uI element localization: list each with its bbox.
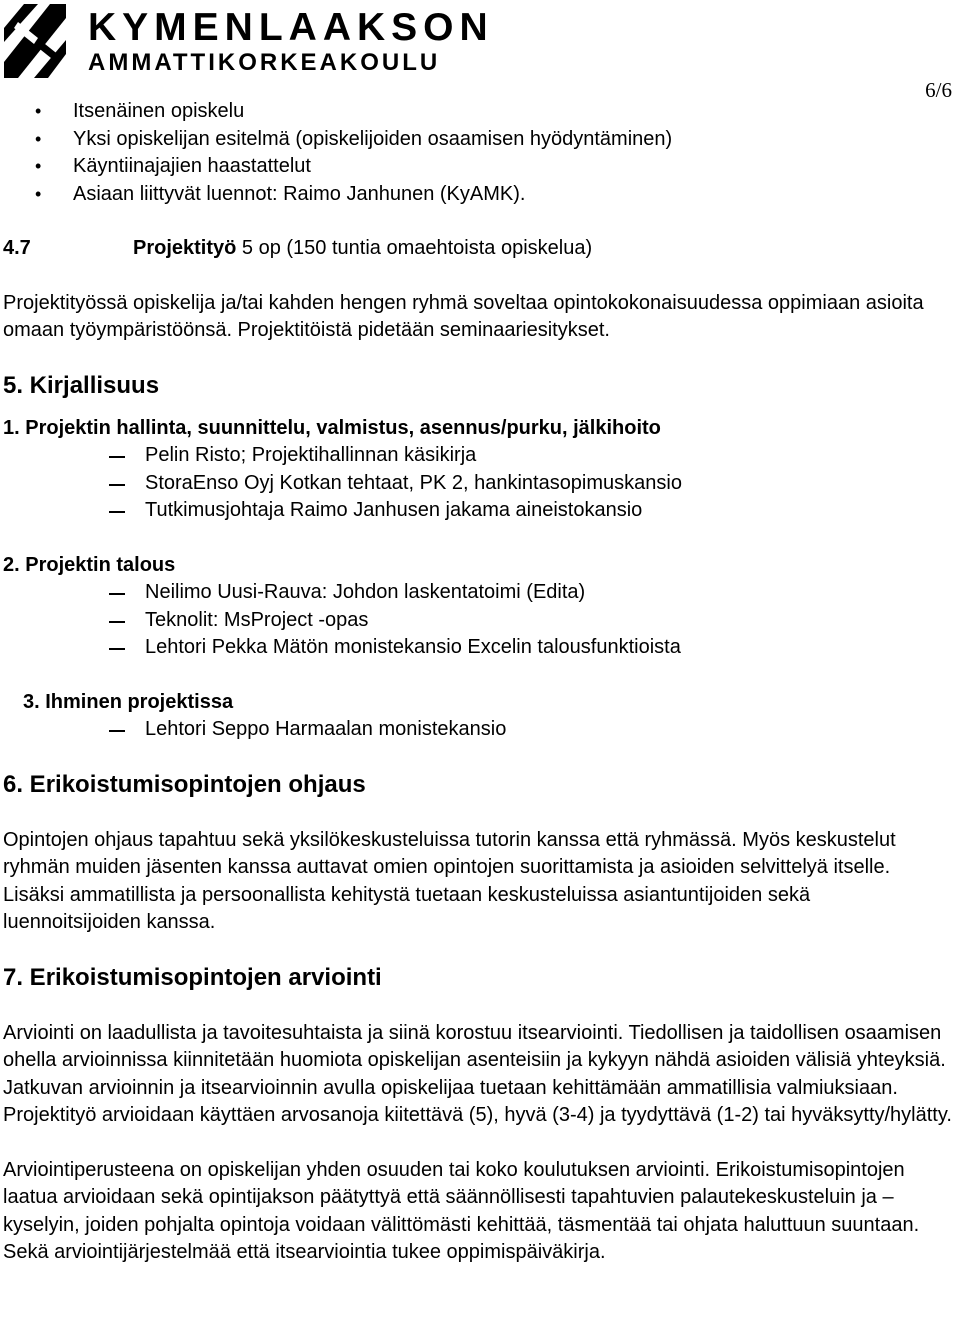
- literature-item: Neilimo Uusi-Rauva: Johdon laskentatoimi (Edita): [3, 579, 953, 607]
- section-7-heading: 7. Erikoistumisopintojen arviointi: [3, 963, 382, 991]
- literature-item: Lehtori Pekka Mätön monistekansio Excelin talousfunktioista: [3, 634, 953, 662]
- section-4-7-heading: [3, 235, 953, 263]
- literature-list: [3, 579, 953, 662]
- page-number: 6/6: [925, 78, 952, 102]
- literature-list: [3, 442, 953, 525]
- literature-group-title: 1. Projektin hallinta, suunnittelu, valmistus, asennus/purku, jälkihoito: [3, 416, 661, 439]
- literature-group-title: 2. Projektin talous: [3, 553, 176, 576]
- section-7-paragraph: Arviointiperusteena on opiskelijan yhden osuuden tai koko koulutuksen arviointi. Erikoistumisopintojen laatua arvioidaan sekä opintijakson päätyttyä että säännöllisesti tapahtuvien palautekeskusteluin ja –kyselyin, joiden pohjalta opintoja voidaan välittömästi kehittää, täsmentää tai ohjata haluttuun suuntaan. Sekä arviointijärjestelmää että itsearviointia tukee oppimispäiväkirja.: [3, 1158, 920, 1263]
- logo-line1: KYMENLAAKSON: [88, 6, 494, 49]
- logo-line2: AMMATTIKORKEAKOULU: [88, 49, 441, 76]
- literature-group-title: 3. Ihminen projektissa: [23, 690, 234, 713]
- section-4-7-paragraph: Projektityössä opiskelija ja/tai kahden hengen ryhmä soveltaa opintokokonaisuudessa oppimiaan asioita omaan työympäristöönsä. Projektitöistä pidetään seminaariesitykset.: [3, 291, 924, 341]
- school-logo: [4, 4, 66, 78]
- literature-item: StoraEnso Oyj Kotkan tehtaat, PK 2, hankintasopimuskansio: [3, 470, 953, 498]
- bullet-list: [3, 98, 953, 208]
- document-body: [3, 98, 953, 1267]
- literature-item: Teknolit: MsProject -opas: [3, 607, 953, 635]
- section-6-paragraph: Opintojen ohjaus tapahtuu sekä yksilökeskusteluissa tutorin kanssa että ryhmässä. Myös keskustelut ryhmän muiden jäsenten kanssa auttavat omien opintojen suorittamista ja asioiden selvittelyä itselle. Lisäksi ammatillista ja persoonallista kehitystä tuetaan keskusteluissa asiantuntijoiden sekä luennoitsijoiden kanssa.: [3, 828, 896, 933]
- literature-list: [3, 716, 953, 744]
- section-number: 4.7: [3, 237, 31, 259]
- bullet-item: • Itsenäinen opiskelu: [3, 98, 953, 126]
- section-5-heading: 5. Kirjallisuus: [3, 371, 160, 399]
- logo-text: [88, 8, 494, 75]
- bullet-item: • Yksi opiskelijan esitelmä (opiskelijoiden osaamisen hyödyntäminen): [3, 126, 953, 154]
- literature-item: Pelin Risto; Projektihallinnan käsikirja: [3, 442, 953, 470]
- section-title: Projektityö: [133, 237, 237, 259]
- literature-item: Tutkimusjohtaja Raimo Janhusen jakama aineistokansio: [3, 497, 953, 525]
- section-7-paragraph: Arviointi on laadullista ja tavoitesuhtaista ja siinä korostuu itsearviointi. Tiedollisen ja taidollisen osaamisen ohella arvioinnissa kiinnitetään huomiota opiskelijan asenteisiin ja kykyyn nähdä asioiden välisiä yhteyksiä. Jatkuvan arvioinnin ja itsearvioinnin avulla opiskelijaa tuetaan kehittämään ammatillisia valmiuksiaan. Projektityö arvioidaan käyttäen arvosanoja kiitettävä (5), hyvä (3-4) ja tyydyttävä (1-2) tai hyväksytty/hylätty.: [3, 1021, 952, 1126]
- bullet-item: • Asiaan liittyvät luennot: Raimo Janhunen (KyAMK).: [3, 181, 953, 209]
- section-subtitle: 5 op (150 tuntia omaehtoista opiskelua): [236, 237, 593, 259]
- bullet-item: • Käyntiinajajien haastattelut: [3, 153, 953, 181]
- literature-item: Lehtori Seppo Harmaalan monistekansio: [3, 716, 953, 744]
- section-6-heading: 6. Erikoistumisopintojen ohjaus: [3, 770, 366, 798]
